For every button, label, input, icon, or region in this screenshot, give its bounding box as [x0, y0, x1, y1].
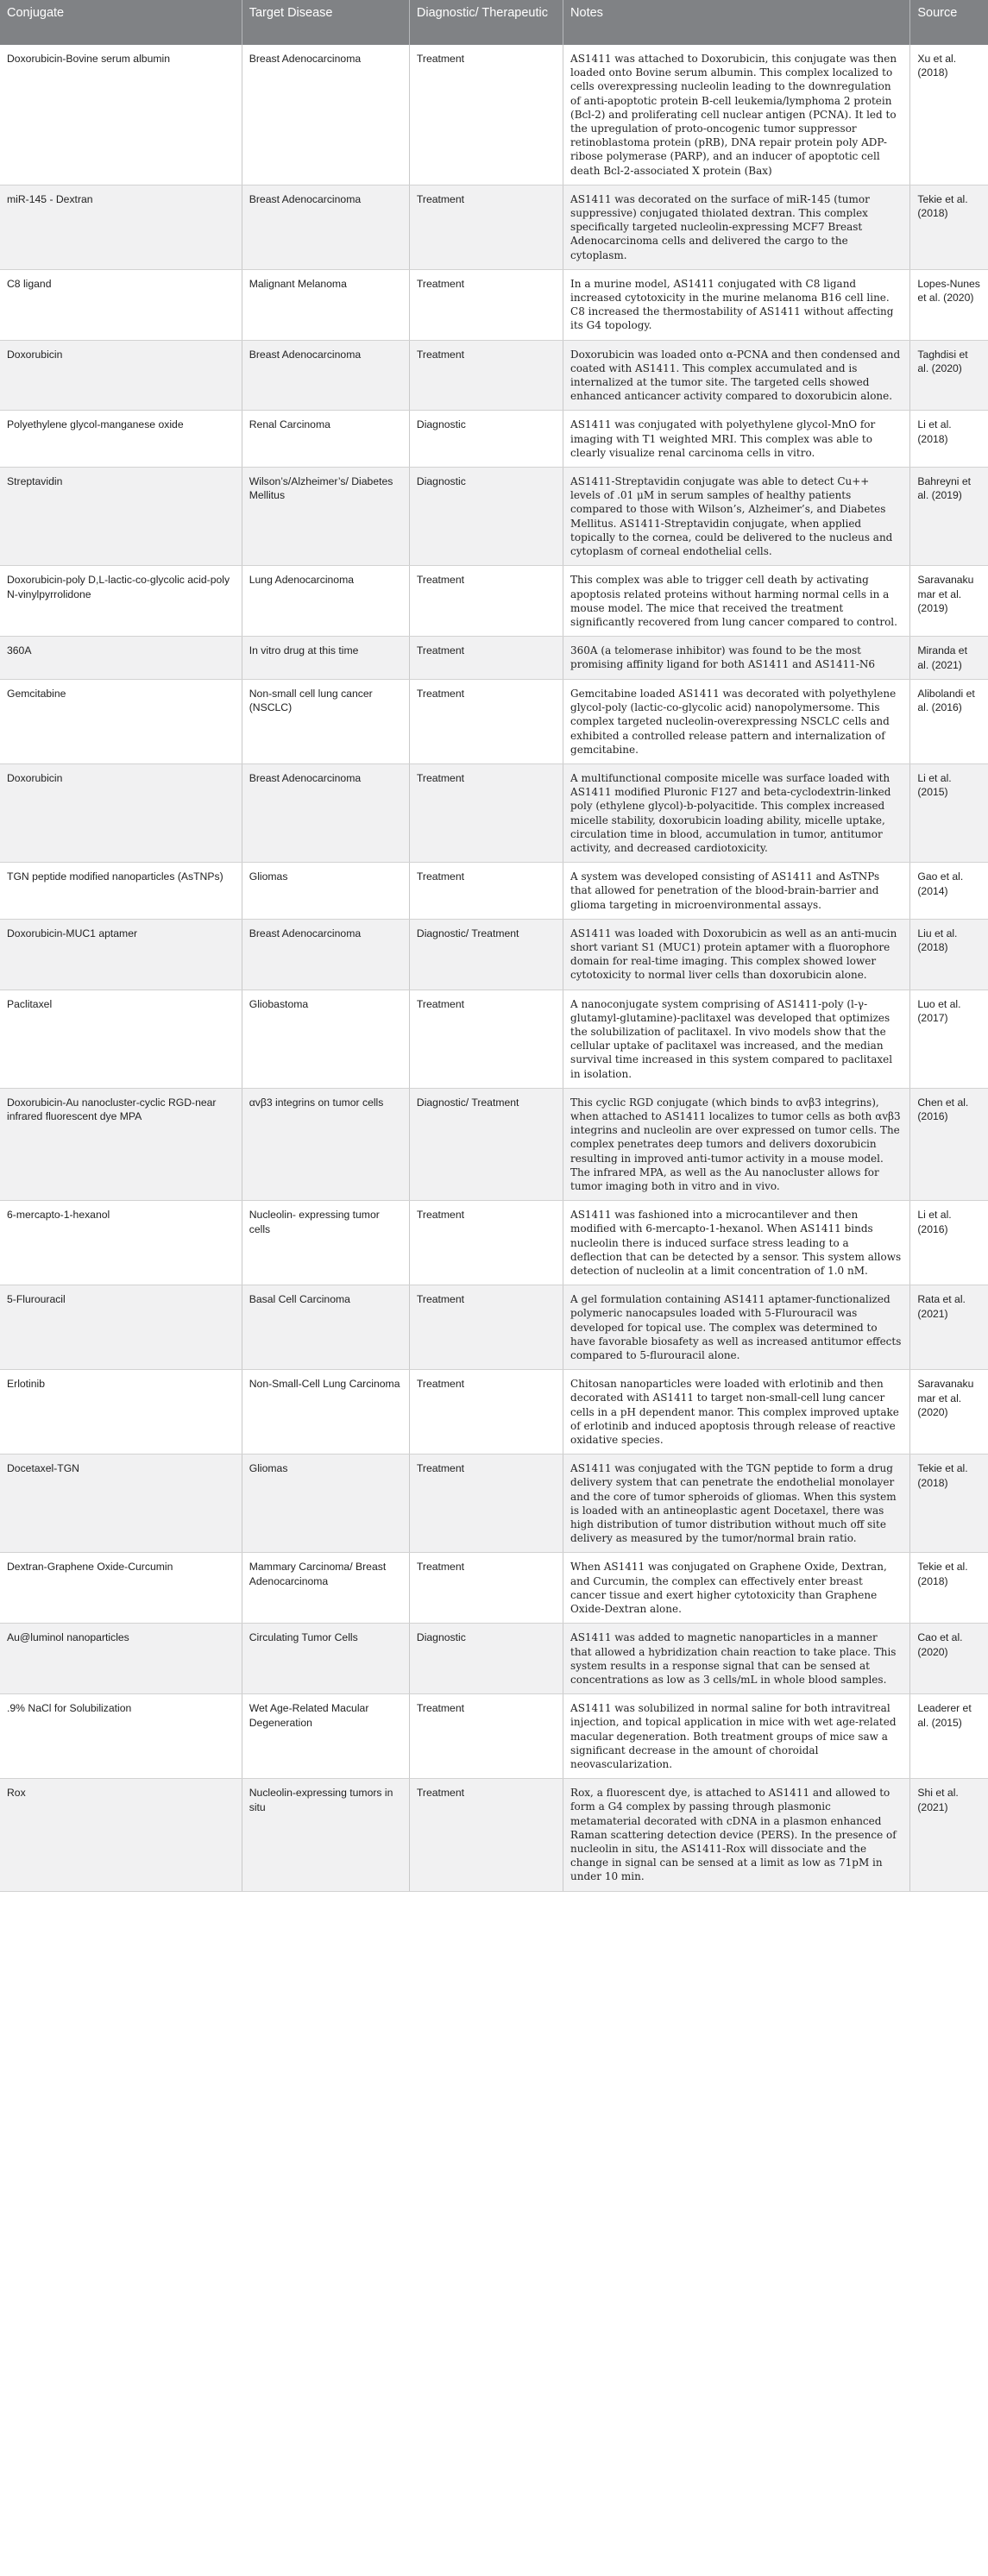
cell-conjugate: Doxorubicin-poly D,L-lactic-co-glycolic acid-poly N-vinylpyrrolidone [0, 566, 242, 637]
cell-diagnostic-therapeutic: Treatment [409, 45, 563, 185]
cell-source: Tekie et al. (2018) [910, 1553, 988, 1624]
table-row [0, 763, 988, 862]
table-row [0, 1088, 988, 1200]
header-source: Source [917, 6, 958, 20]
cell-notes: AS1411 was conjugated with the TGN peptide to form a drug delivery system that can penetrate the endothelial monolayer and the core of tumor spheroids of gliomas. When this system is loaded with an antineoplastic agent Docetaxel, there was high distribution of tumor distribution without much off site delivery as measured by the tumor/normal brain ratio. [563, 1454, 910, 1553]
cell-source: Cao et al. (2020) [910, 1624, 988, 1694]
cell-conjugate: Doxorubicin [0, 763, 242, 862]
cell-conjugate: miR-145 - Dextran [0, 185, 242, 269]
table-row [0, 679, 988, 763]
cell-diagnostic-therapeutic: Treatment [409, 863, 563, 920]
cell-diagnostic-therapeutic: Treatment [409, 1779, 563, 1891]
cell-target-disease: Breast Adenocarcinoma [242, 763, 409, 862]
cell-target-disease: Breast Adenocarcinoma [242, 919, 409, 990]
cell-target-disease: Gliobastoma [242, 990, 409, 1088]
cell-target-disease: Wilson’s/Alzheimer’s/ Diabetes Mellitus [242, 468, 409, 566]
cell-diagnostic-therapeutic: Diagnostic/ Treatment [409, 919, 563, 990]
cell-source: Alibolandi et al. (2016) [910, 679, 988, 763]
table-row [0, 269, 988, 340]
cell-target-disease: Mammary Carcinoma/ Breast Adenocarcinoma [242, 1553, 409, 1624]
table-row [0, 1285, 988, 1370]
cell-diagnostic-therapeutic: Diagnostic [409, 411, 563, 468]
cell-source: Luo et al. (2017) [910, 990, 988, 1088]
cell-target-disease: Renal Carcinoma [242, 411, 409, 468]
cell-source: Taghdisi et al. (2020) [910, 340, 988, 411]
cell-source: Leaderer et al. (2015) [910, 1694, 988, 1779]
cell-notes: Rox, a fluorescent dye, is attached to AS1411 and allowed to form a G4 complex by passing through plasmonic metamaterial decorated with cDNA in a plasmon enhanced Raman scattering detection device (PERS). In the presence of nucleolin in situ, the AS1411-Rox will dissociate and the change in signal can be sensed at a limit as low as 71pM in under 10 min. [563, 1779, 910, 1891]
cell-target-disease: Breast Adenocarcinoma [242, 45, 409, 185]
cell-source: Bahreyni et al. (2019) [910, 468, 988, 566]
table-row [0, 1454, 988, 1553]
cell-diagnostic-therapeutic: Treatment [409, 1370, 563, 1454]
cell-target-disease: Gliomas [242, 1454, 409, 1553]
cell-source: Liu et al. (2018) [910, 919, 988, 990]
cell-notes: Chitosan nanoparticles were loaded with erlotinib and then decorated with AS1411 to target non-small-cell lung cancer cells in a pH dependent manor. This complex improved uptake of erlotinib and induced apoptosis through release of reactive oxidative species. [563, 1370, 910, 1454]
cell-target-disease: In vitro drug at this time [242, 637, 409, 680]
cell-source: Li et al. (2016) [910, 1201, 988, 1285]
cell-source: Li et al. (2015) [910, 763, 988, 862]
cell-conjugate: .9% NaCl for Solubilization [0, 1694, 242, 1779]
header-row [0, 0, 988, 45]
table-row [0, 1201, 988, 1285]
cell-diagnostic-therapeutic: Treatment [409, 990, 563, 1088]
cell-conjugate: Erlotinib [0, 1370, 242, 1454]
cell-target-disease: Breast Adenocarcinoma [242, 185, 409, 269]
cell-notes: A system was developed consisting of AS1411 and AsTNPs that allowed for penetration of the blood-brain-barrier and glioma targeting in microenvironmental assays. [563, 863, 910, 920]
cell-target-disease: Non-Small-Cell Lung Carcinoma [242, 1370, 409, 1454]
cell-target-disease: Wet Age-Related Macular Degeneration [242, 1694, 409, 1779]
cell-notes: AS1411 was conjugated with polyethylene glycol-MnO for imaging with T1 weighted MRI. This complex was able to clearly visualize renal carcinoma cells in vitro. [563, 411, 910, 468]
cell-diagnostic-therapeutic: Treatment [409, 1201, 563, 1285]
cell-conjugate: Doxorubicin-MUC1 aptamer [0, 919, 242, 990]
table-row [0, 1624, 988, 1694]
cell-notes: A nanoconjugate system comprising of AS1411-poly (l-γ-glutamyl-glutamine)-paclitaxel was developed that optimizes the solubilization of paclitaxel. In vivo models show that the cellular uptake of paclitaxel was increased, and the median survival time increased in this system compared to paclitaxel in isolation. [563, 990, 910, 1088]
header-notes: Notes [563, 0, 910, 45]
cell-source: Tekie et al. (2018) [910, 185, 988, 269]
table-row [0, 1694, 988, 1779]
cell-conjugate: TGN peptide modified nanoparticles (AsTNPs) [0, 863, 242, 920]
cell-conjugate: Dextran-Graphene Oxide-Curcumin [0, 1553, 242, 1624]
cell-notes: AS1411 was attached to Doxorubicin, this conjugate was then loaded onto Bovine serum albumin. This complex localized to cells overexpressing nucleolin leading to the downregulation of anti-apoptotic protein B-cell leukemia/lymphoma 2 protein (Bcl-2) and proliferating cell nuclear antigen (PCNA). It led to the upregulation of proto-oncogenic tumor suppressor retinoblastoma protein (pRB), DNA repair protein poly ADP-ribose polymerase (PARP), and an inducer of apoptotic cell death Bcl-2-associated X protein (Bax) [563, 45, 910, 185]
table-row [0, 411, 988, 468]
header-diagnostic-therapeutic: Diagnostic/ Therapeutic [409, 0, 563, 45]
cell-target-disease: Breast Adenocarcinoma [242, 340, 409, 411]
cell-source: Tekie et al. (2018) [910, 1454, 988, 1553]
cell-notes: Gemcitabine loaded AS1411 was decorated with polyethylene glycol-poly (lactic-co-glycolic acid) nanopolymersome. This complex targeted nucleolin-overexpressing NSCLC cells and exhibited a controlled release pattern and internalization of gemcitabine. [563, 679, 910, 763]
cell-conjugate: 6-mercapto-1-hexanol [0, 1201, 242, 1285]
cell-conjugate: 360A [0, 637, 242, 680]
cell-conjugate: Gemcitabine [0, 679, 242, 763]
cell-conjugate: Doxorubicin-Bovine serum albumin [0, 45, 242, 185]
table-row [0, 990, 988, 1088]
cell-notes: AS1411 was fashioned into a microcantilever and then modified with 6-mercapto-1-hexanol. When AS1411 binds nucleolin there is induced surface stress leading to a deflection that can be detected by a sensor. This system allows detection of nucleolin at a limit concentration of 1.0 nM. [563, 1201, 910, 1285]
cell-notes: In a murine model, AS1411 conjugated with C8 ligand increased cytotoxicity in the murine melanoma B16 cell line. C8 increased the thermostability of AS1411 without affecting its G4 topology. [563, 269, 910, 340]
cell-notes: This complex was able to trigger cell death by activating apoptosis related proteins without harming normal cells in a mouse model. The mice that received the treatment significantly recovered from lung cancer compared to control. [563, 566, 910, 637]
cell-conjugate: Doxorubicin [0, 340, 242, 411]
table-row [0, 468, 988, 566]
cell-diagnostic-therapeutic: Treatment [409, 1454, 563, 1553]
cell-diagnostic-therapeutic: Diagnostic [409, 468, 563, 566]
cell-target-disease: Lung Adenocarcinoma [242, 566, 409, 637]
cell-target-disease: Non-small cell lung cancer (NSCLC) [242, 679, 409, 763]
table-row [0, 1370, 988, 1454]
cell-source: Lopes-Nunes et al. (2020) [910, 269, 988, 340]
cell-conjugate: Doxorubicin-Au nanocluster-cyclic RGD-near infrared fluorescent dye MPA [0, 1088, 242, 1200]
cell-notes: A multifunctional composite micelle was surface loaded with AS1411 modified Pluronic F127 and beta-cyclodextrin-linked poly (ethylene glycol)-b-polyacitide. This complex increased micelle stability, doxorubicin loading ability, micelle uptake, circulation time in blood, accumulation in tumor, antitumor activity, and decreased cardiotoxicity. [563, 763, 910, 862]
cell-diagnostic-therapeutic: Treatment [409, 185, 563, 269]
cell-notes: When AS1411 was conjugated on Graphene Oxide, Dextran, and Curcumin, the complex can effectively enter breast cancer tissue and exert higher cytotoxicity than Graphene Oxide-Dextran alone. [563, 1553, 910, 1624]
cell-conjugate: Paclitaxel [0, 990, 242, 1088]
cell-notes: 360A (a telomerase inhibitor) was found to be the most promising affinity ligand for both AS1411 and AS1411-N6 [563, 637, 910, 680]
cell-source: Saravanakumar et al. (2020) [910, 1370, 988, 1454]
table-row [0, 45, 988, 185]
cell-target-disease: Gliomas [242, 863, 409, 920]
cell-conjugate: Polyethylene glycol-manganese oxide [0, 411, 242, 468]
cell-target-disease: Circulating Tumor Cells [242, 1624, 409, 1694]
cell-source: Rata et al. (2021) [910, 1285, 988, 1370]
cell-source: Miranda et al. (2021) [910, 637, 988, 680]
cell-notes: AS1411 was solubilized in normal saline for both intravitreal injection, and topical application in mice with wet age-related macular degeneration. Both treatment groups of mice saw a significant decrease in the amount of choroidal neovascularization. [563, 1694, 910, 1779]
header-target-disease: Target Disease [242, 0, 409, 45]
cell-diagnostic-therapeutic: Diagnostic [409, 1624, 563, 1694]
cell-notes: AS1411 was loaded with Doxorubicin as well as an anti-mucin short variant S1 (MUC1) protein aptamer with a fluorophore domain for real-time imaging. This complex showed lower cytotoxicity to normal liver cells than doxorubicin alone. [563, 919, 910, 990]
cell-source: Saravanakumar et al. (2019) [910, 566, 988, 637]
cell-diagnostic-therapeutic: Treatment [409, 637, 563, 680]
cell-notes: AS1411 was added to magnetic nanoparticles in a manner that allowed a hybridization chain reaction to take place. This system results in a response signal that can be sensed at concentrations as low as 3 cells/mL in whole blood samples. [563, 1624, 910, 1694]
header-conjugate: Conjugate [0, 0, 242, 45]
table-row [0, 1779, 988, 1891]
cell-notes: This cyclic RGD conjugate (which binds to αvβ3 integrins), when attached to AS1411 localizes to tumor cells as both αvβ3 integrins and nucleolin are over expressed on tumor cells. The complex penetrates deep tumors and delivers doxorubicin resulting in improved anti-tumor activity in a mouse model. The infrared MPA, as well as the Au nanocluster allows for tumor imaging both in vitro and in vivo. [563, 1088, 910, 1200]
cell-target-disease: Nucleolin-expressing tumors in situ [242, 1779, 409, 1891]
cell-source: Shi et al. (2021) [910, 1779, 988, 1891]
table-row [0, 863, 988, 920]
cell-target-disease: αvβ3 integrins on tumor cells [242, 1088, 409, 1200]
table-body [0, 45, 988, 1891]
cell-diagnostic-therapeutic: Treatment [409, 763, 563, 862]
cell-target-disease: Malignant Melanoma [242, 269, 409, 340]
cell-notes: AS1411-Streptavidin conjugate was able to detect Cu++ levels of .01 μM in serum samples of healthy patients compared to those with Wilson’s, Alzheimer’s, and Diabetes Mellitus. AS1411-Streptavidin conjugate, when applied topically to the cornea, could be delivered to the nucleus and cytoplasm of corneal endothelial cells. [563, 468, 910, 566]
cell-source: Chen et al. (2016) [910, 1088, 988, 1200]
table-row [0, 637, 988, 680]
cell-diagnostic-therapeutic: Treatment [409, 269, 563, 340]
table-row [0, 340, 988, 411]
cell-diagnostic-therapeutic: Treatment [409, 1285, 563, 1370]
cell-notes: AS1411 was decorated on the surface of miR-145 (tumor suppressive) conjugated thiolated dextran. This complex specifically targeted nucleolin-expressing MCF7 Breast Adenocarcinoma cells and delivered the cargo to the cytoplasm. [563, 185, 910, 269]
cell-diagnostic-therapeutic: Treatment [409, 1553, 563, 1624]
table-header [0, 0, 988, 45]
cell-source: Li et al. (2018) [910, 411, 988, 468]
cell-conjugate: Au@luminol nanoparticles [0, 1624, 242, 1694]
table-row [0, 185, 988, 269]
cell-diagnostic-therapeutic: Treatment [409, 566, 563, 637]
cell-conjugate: Rox [0, 1779, 242, 1891]
cell-diagnostic-therapeutic: Treatment [409, 679, 563, 763]
cell-diagnostic-therapeutic: Treatment [409, 340, 563, 411]
cell-conjugate: 5-Flurouracil [0, 1285, 242, 1370]
table-row [0, 919, 988, 990]
cell-notes: Doxorubicin was loaded onto α-PCNA and then condensed and coated with AS1411. This complex accumulated and is internalized at the tumor site. The targeted cells showed enhanced anticancer activity compared to doxorubicin alone. [563, 340, 910, 411]
cell-diagnostic-therapeutic: Diagnostic/ Treatment [409, 1088, 563, 1200]
cell-conjugate: Docetaxel-TGN [0, 1454, 242, 1553]
cell-conjugate: C8 ligand [0, 269, 242, 340]
cell-source: Gao et al. (2014) [910, 863, 988, 920]
table-row [0, 1553, 988, 1624]
cell-notes: A gel formulation containing AS1411 aptamer-functionalized polymeric nanocapsules loaded with 5-Flurouracil was developed for topical use. The complex was determined to have favorable biosafety as well as increased antitumor effects compared to 5-flurouracil alone. [563, 1285, 910, 1370]
cell-target-disease: Nucleolin- expressing tumor cells [242, 1201, 409, 1285]
cell-diagnostic-therapeutic: Treatment [409, 1694, 563, 1779]
cell-source: Xu et al. (2018) [910, 45, 988, 185]
cell-target-disease: Basal Cell Carcinoma [242, 1285, 409, 1370]
cell-conjugate: Streptavidin [0, 468, 242, 566]
table-row [0, 566, 988, 637]
